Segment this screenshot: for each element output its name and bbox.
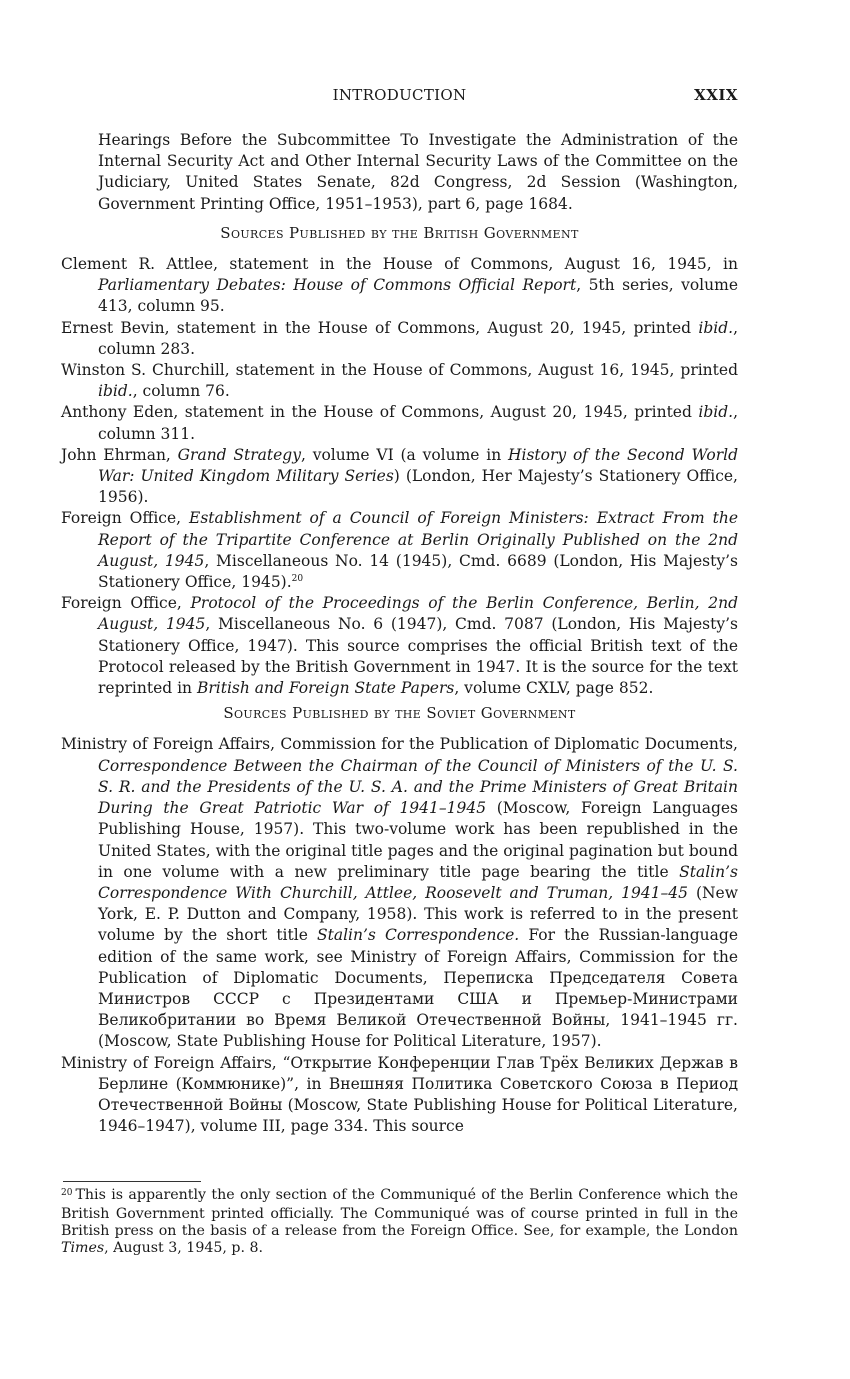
entry-title-italic: ibid. — [98, 382, 133, 401]
entry-text: , column 283. — [98, 318, 738, 358]
entry-text: Ernest Bevin, statement in the House of Commons, August 20, 1945, printed — [61, 318, 699, 337]
entry-title-italic: Establishment of a Council of Foreign Ministers: Extract From the Report of the Tripartite Conference at Berlin Originally Published on the 2nd August, 1945 — [98, 509, 738, 570]
entry-text: Foreign Office, — [61, 594, 191, 613]
footnote-text-after: , August 3, 1945, p. 8. — [104, 1240, 264, 1256]
entry-text: , column 311. — [98, 403, 738, 443]
entry-title-italic: ibid. — [698, 318, 734, 337]
footnote-reference: 20 — [291, 574, 304, 585]
bibliography-entry — [61, 445, 738, 509]
entry-text: , column 76. — [132, 382, 230, 401]
bibliography-sections — [61, 223, 738, 1138]
footnote-italic: Times — [61, 1240, 105, 1256]
page-header — [61, 86, 738, 110]
entry-title-italic: ibid. — [698, 403, 734, 422]
bibliography-entry — [61, 360, 738, 402]
footnote-rule — [63, 1181, 201, 1182]
footnote — [61, 1187, 738, 1257]
entry-text: , volume CXLV, page 852. — [454, 679, 654, 698]
bibliography-entry — [61, 508, 738, 593]
entry-title-italic: History of the Second World War: United Kingdom Military Series — [98, 445, 738, 486]
running-title: INTRODUCTION — [332, 86, 467, 104]
bibliography-entry — [61, 1053, 738, 1138]
entry-text: (New York, E. P. Dutton and Company, 1958). This work is referred to in the present volume by the short title — [98, 883, 738, 945]
entry-text: (Moscow, Foreign Languages Publishing House, 1957). This two-volume work has been republished in the United States, with the original title pages and the original pagination but bound in one volume with a new preliminary title page bearing the title — [98, 799, 738, 881]
bibliography-entry — [61, 254, 738, 318]
entry-text: Foreign Office, — [61, 509, 190, 528]
bibliography-entry — [61, 734, 738, 1052]
continued-entry: Hearings Before the Subcommittee To Investigate the Administration of the Internal Security Act and Other Internal Security Laws of the Committee on the Judiciary, United States Senate, 82d Congress, 2d Session (Washington, Government Printing Office, 1951–1953), part 6, page 1684. — [98, 131, 738, 213]
entry-text: Ministry of Foreign Affairs, “Открытие Конференции Глав Трёх Великих Держав в Берлине (Коммюнике)”, in Внешняя Политика Советского Союза в Период Отечественной Войны (Moscow, State Publishing House for Political Literature, 1946–1947), volume III, page 334. This source — [61, 1053, 738, 1136]
entry-text: For the Russian-language edition of the same work, see Ministry of Foreign Affairs, Commission for the Publication of Diplomatic Documents, Переписка Председателя Совета Министров СССР с Президентами США и Премьер-Министрами Великобритании во Время Великой Отечественной Войны, 1941–1945 гг. (Moscow, State Publishing House for Political Literature, 1957). — [98, 926, 738, 1051]
entry-text: Ministry of Foreign Affairs, Commission for the Publication of Diplomatic Documents, — [61, 735, 738, 754]
entry-text: , 5th series, volume 413, column 95. — [98, 276, 738, 316]
entry-text: Winston S. Churchill, statement in the House of Commons, August 16, 1945, printed — [61, 361, 738, 380]
page-number: XXIX — [694, 86, 738, 104]
entry-title-italic: Stalin’s Correspondence With Churchill, Attlee, Roosevelt and Truman, 1941–45 — [98, 862, 738, 902]
entry-text: , Miscellaneous No. 14 (1945), Cmd. 6689 (London, His Majesty’s Stationery Office, 1945). — [98, 551, 738, 592]
entry-title-italic: Protocol of the Proceedings of the Berlin Conference, Berlin, 2nd August, 1945 — [98, 594, 738, 634]
entry-text: Anthony Eden, statement in the House of Commons, August 20, 1945, printed — [61, 403, 699, 422]
entry-title-italic: Parliamentary Debates: House of Commons Official Report — [98, 276, 577, 295]
bibliography-entry — [61, 402, 738, 444]
footnote-mark: 20 — [61, 1188, 73, 1198]
entry-text: , volume VI (a volume in — [300, 445, 508, 464]
entry-title-italic: Stalin’s Correspondence. — [317, 926, 520, 945]
section-heading: Sources Published by the Soviet Government — [223, 704, 576, 723]
entry-text: John Ehrman, — [61, 445, 178, 464]
bibliography-body — [61, 130, 738, 1137]
section-heading: Sources Published by the British Government — [220, 223, 579, 242]
entry-title-italic: British and Foreign State Papers — [196, 679, 455, 698]
bibliography-entry — [61, 593, 738, 699]
entry-title-italic: Grand Strategy — [177, 445, 301, 464]
footnote-text-before: This is apparently the only section of the Communiqué of the Berlin Conference which the British Government printed officially. The Communiqué was of course printed in full in the British press on the basis of a release from the Foreign Office. See, for example, the London — [61, 1187, 738, 1239]
bibliography-entry — [61, 318, 738, 360]
entry-text: , Miscellaneous No. 6 (1947), Cmd. 7087 (London, His Majesty’s Stationery Office, 1947). This source comprises the official British text of the Protocol released by the British Government in 1947. It is the source for the text reprinted in — [98, 615, 738, 698]
entry-title-italic: Correspondence Between the Chairman of the Council of Ministers of the U. S. S. R. and the Presidents of the U. S. A. and the Prime Ministers of Great Britain During the Great Patriotic War of 1941–1945 — [98, 756, 738, 818]
entry-text: ) (London, Her Majesty’s Stationery Office, 1956). — [98, 467, 738, 507]
entry-text: Clement R. Attlee, statement in the House of Commons, August 16, 1945, in — [61, 255, 738, 274]
